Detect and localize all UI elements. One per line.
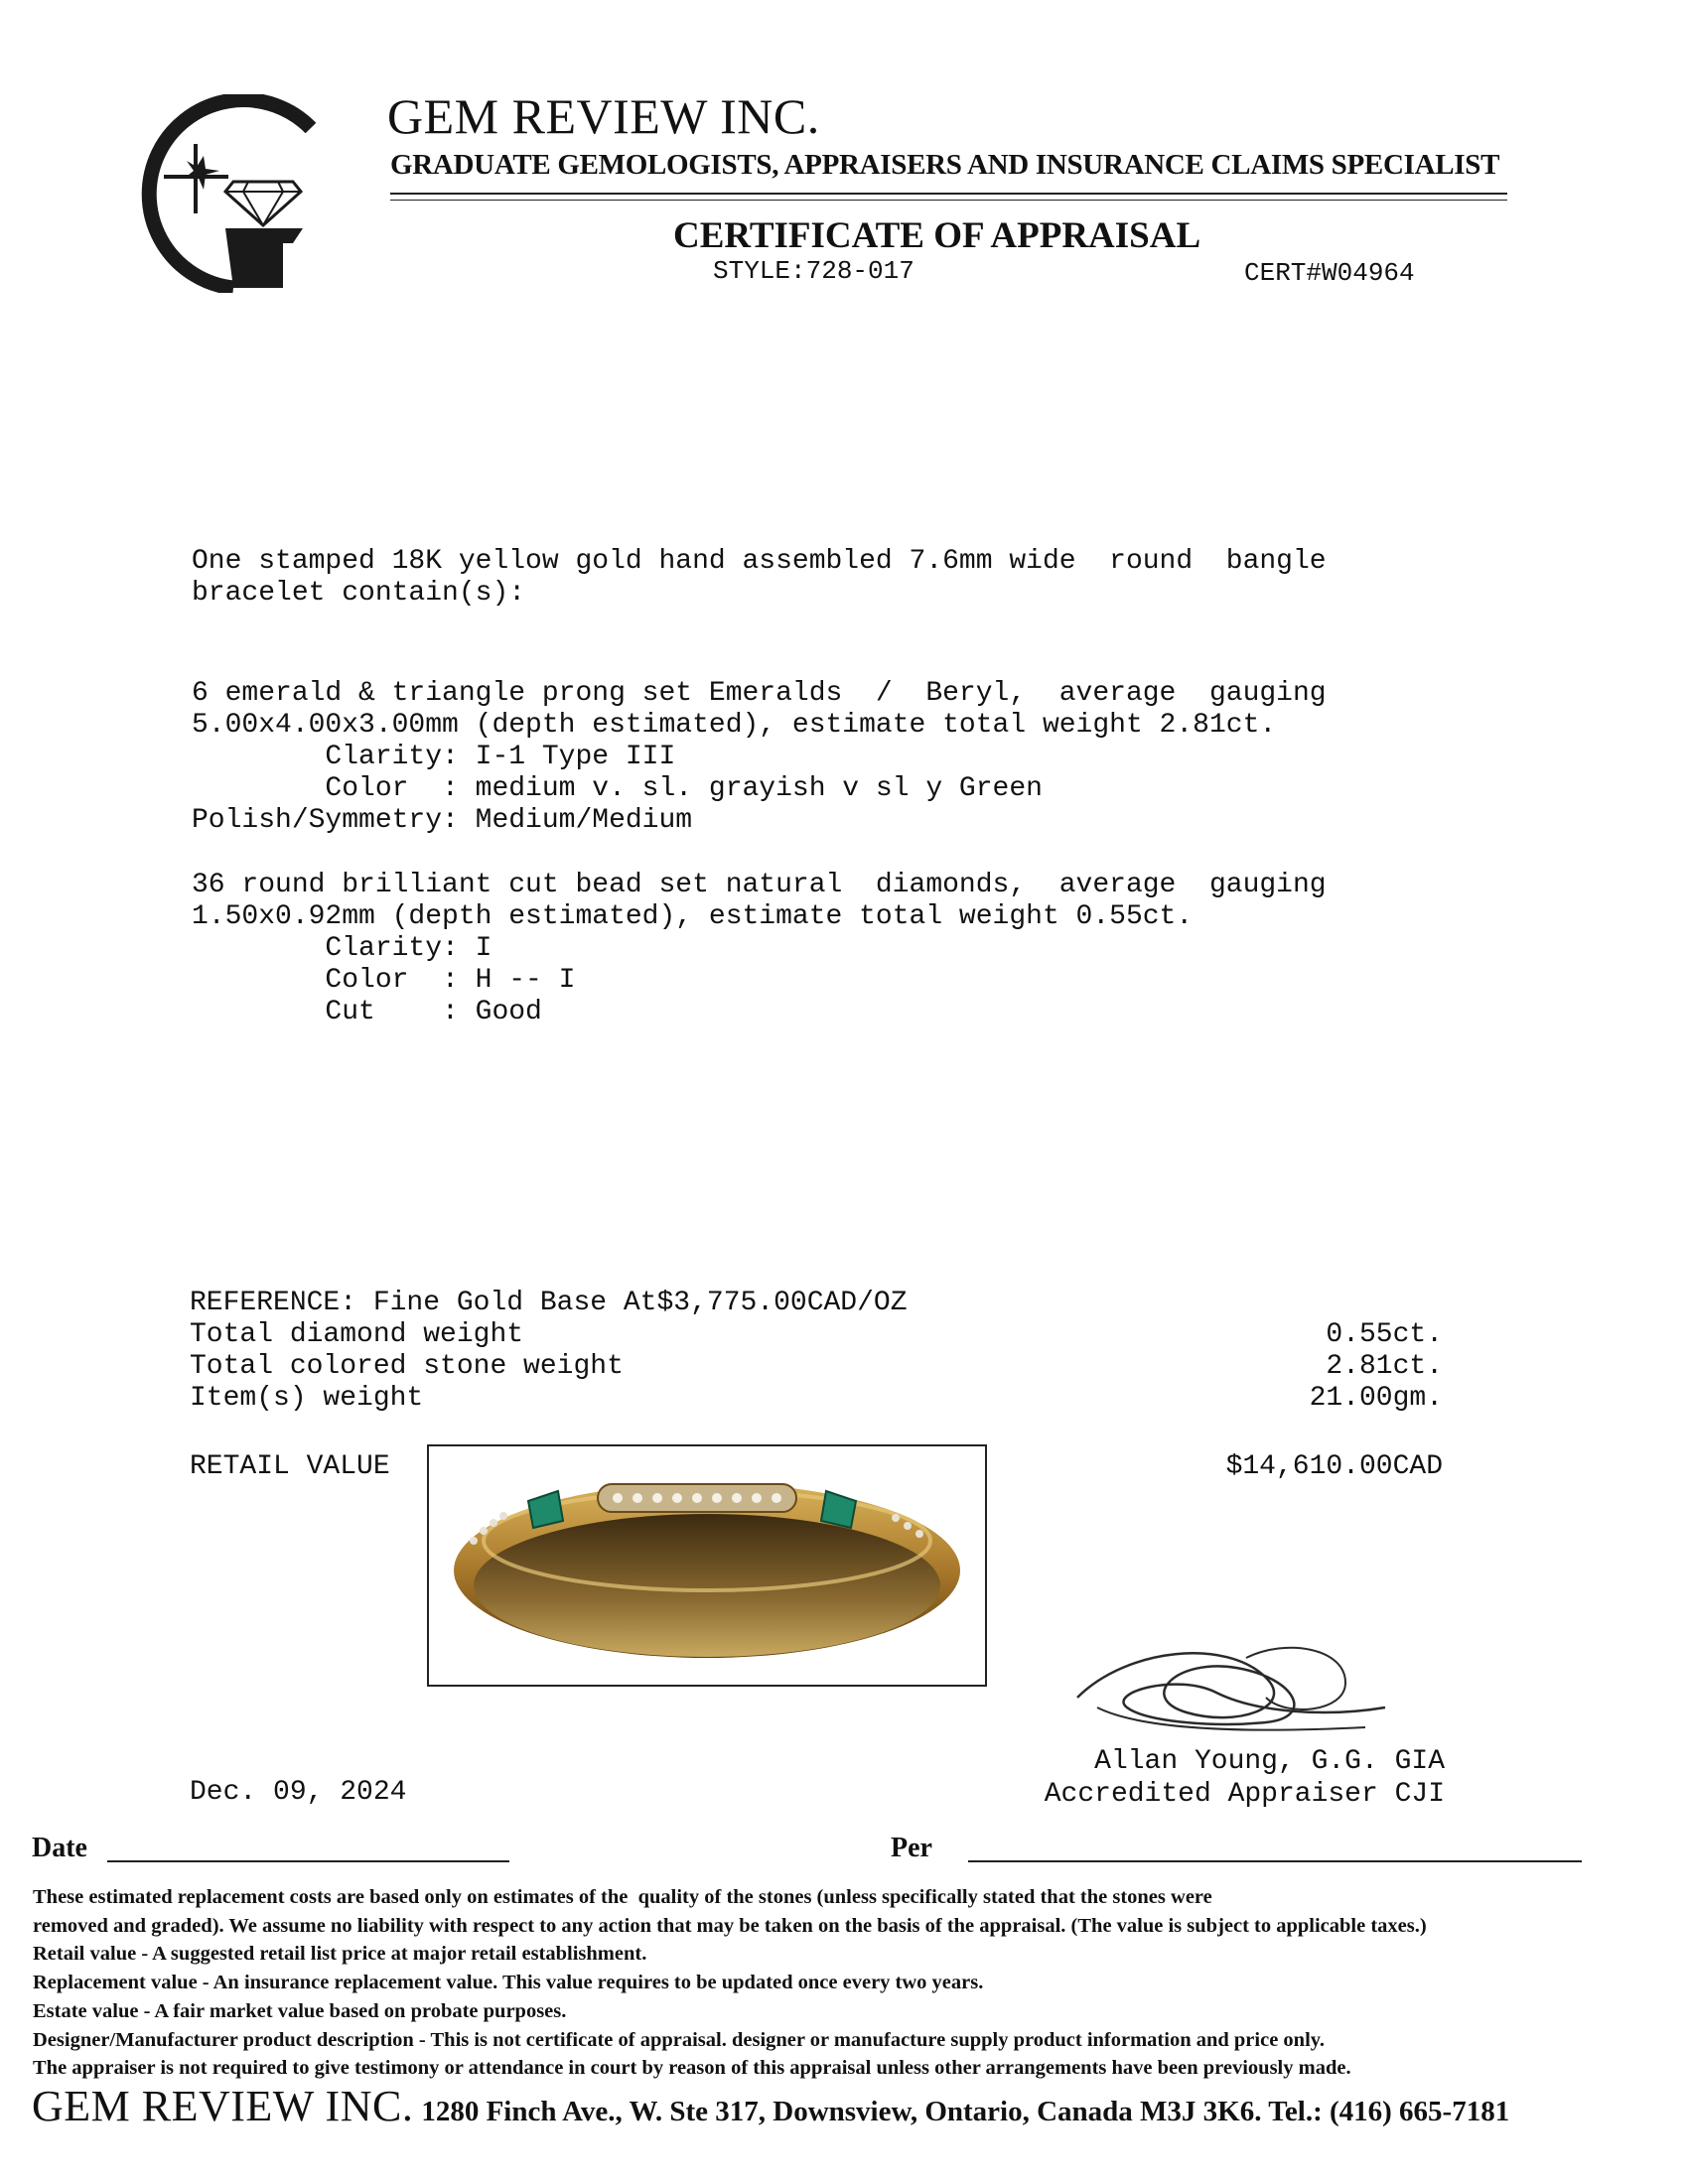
diamond-description: 36 round brilliant cut bead set natural diamonds, average gauging 1.50x0.92mm (depth estimated), estimate total weight 0.55ct. Clarity: I Color : H -- I Cut : Good [192,870,1327,1027]
row-label: Total colored stone weight [190,1351,624,1382]
row-value: 0.55ct. [1326,1319,1443,1350]
item-description: One stamped 18K yellow gold hand assembled 7.6mm wide round bangle bracelet contain(s): [192,546,1327,609]
footer-address: 1280 Finch Ave., W. Ste 317, Downsview, Ontario, Canada M3J 3K6. Tel.: (416) 665-7181 [421,2096,1510,2127]
company-name: GEM REVIEW INC. [387,88,820,144]
reference-text: REFERENCE: Fine Gold Base At$3,775.00CAD/OZ [190,1288,908,1318]
appraiser-block [993,1745,1445,1811]
row-label: Item(s) weight [190,1383,424,1414]
signature-icon [1067,1638,1405,1752]
row-value: 2.81ct. [1326,1351,1443,1382]
reference-line [190,1288,1443,1318]
retail-value: $14,610.00CAD [1225,1451,1443,1482]
appraiser-title: Accredited Appraiser CJI [1044,1779,1445,1810]
appraiser-name: Allan Young, G.G. GIA [1094,1746,1445,1777]
per-label: Per [891,1833,932,1863]
disclaimer-notes: These estimated replacement costs are based only on estimates of the quality of the stones (unless specifically stated that the stones were removed and graded). We assume no liability with respect to any action that may be taken on the basis of the appraisal. (The value is subject to applicable taxes.) Retail value - A suggested retail list price at major retail establishment. Replacement value - An insurance replacement value. This value requires to be updated once every two years. Estate value - A fair market value based on probate purposes. Designer/Manufacturer product description - This is not certificate of appraisal. designer or manufacture supply product information and price only. The appraiser is not required to give testimony or attendance in court by reason of this appraisal unless other arrangements have been previously made. [33,1886,1427,2080]
footer-company: GEM REVIEW INC. [32,2082,414,2130]
colored-stone-weight-row [190,1351,1443,1382]
date-label: Date [32,1833,87,1863]
style-number: STYLE:728-017 [713,256,914,286]
bracelet-photo [427,1444,987,1687]
gem-logo-icon [134,94,333,293]
footer [32,2081,1509,2131]
document-title: CERTIFICATE OF APPRAISAL [673,215,1201,256]
date-signature-line [107,1860,509,1862]
diamond-weight-row [190,1319,1443,1350]
emerald-description: 6 emerald & triangle prong set Emeralds / Beryl, average gauging 5.00x4.00x3.00mm (depth estimated), estimate total weight 2.81ct. Clarity: I-1 Type III Color : medium v. sl. grayish v sl y Green Polish/Symmetry: Medium/Medium [192,678,1327,836]
header-divider-thin [390,200,1507,201]
bracelet-illustration [429,1446,985,1685]
appraisal-date: Dec. 09, 2024 [190,1777,407,1808]
company-tagline: GRADUATE GEMOLOGISTS, APPRAISERS AND INSURANCE CLAIMS SPECIALIST [390,149,1500,181]
per-signature-line [968,1860,1582,1862]
cert-number: CERT#W04964 [1244,258,1415,288]
item-weight-row [190,1383,1443,1414]
header-divider [390,193,1507,195]
row-label: Total diamond weight [190,1319,524,1350]
retail-label: RETAIL VALUE [190,1451,390,1482]
row-value: 21.00gm. [1309,1383,1443,1414]
